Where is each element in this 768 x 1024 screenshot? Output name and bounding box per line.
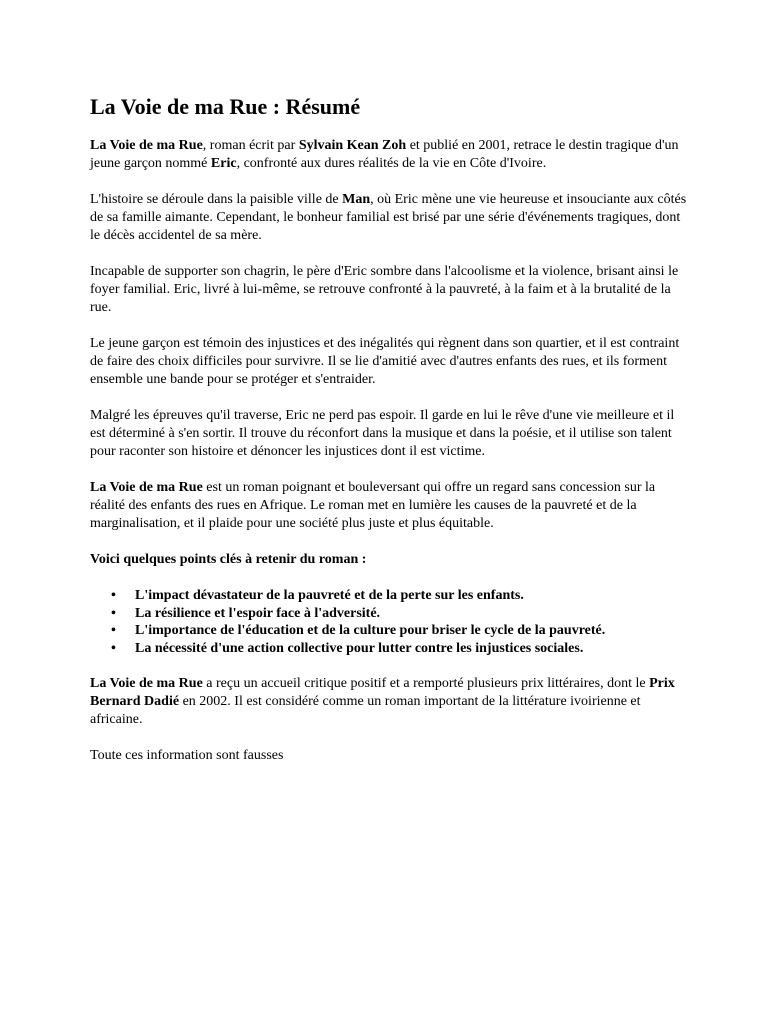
list-item: • La nécessité d'une action collective pour lutter contre les injustices sociales. [111, 640, 584, 656]
text: , roman écrit par [202, 138, 299, 153]
character-name: Eric [210, 156, 237, 171]
prize-name: Prix Bernard Dadié [90, 676, 675, 709]
book-title: La Voie de ma Rue [90, 138, 203, 153]
document-page [90, 94, 690, 783]
text: , confronté aux dures réalités de la vie en Côte d'Ivoire. [236, 156, 547, 171]
book-title: La Voie de ma Rue [90, 676, 203, 691]
text: en 2002. Il est considéré comme un roman important de la littérature ivoirienne et africaine. [90, 694, 641, 727]
text: L'histoire se déroule dans la paisible ville de [90, 192, 343, 207]
key-points-list [90, 587, 690, 657]
text: est un roman poignant et bouleversant qui offre un regard sans concession sur la réalité des enfants des rues en Afrique. Le roman met en lumière les causes de la pauvreté et de la marginalisation, et il plaide pour une société plus juste et plus équitable. [90, 480, 656, 531]
bullet-icon: • [111, 605, 116, 621]
paragraph-father: Incapable de supporter son chagrin, le père d'Eric sombre dans l'alcoolisme et la violence, brisant ainsi le foyer familial. Eric, livré à lui-même, se retrouve confronté à la pauvreté, à la faim et à la brutalité de la rue. [90, 264, 679, 315]
paragraph-street-life: Le jeune garçon est témoin des injustices et des inégalités qui règnent dans son quartier, et il est contraint de faire des choix difficiles pour survivre. Il se lie d'amitié avec d'autres enfants des rues, et ils forment ensemble une bande pour se protéger et s'entraider. [90, 336, 680, 387]
bullet-icon: • [111, 640, 116, 656]
paragraph-reception [90, 675, 690, 729]
book-title: La Voie de ma Rue [90, 480, 203, 495]
text: a reçu un accueil critique positif et a remporté plusieurs prix littéraires, dont le [202, 676, 650, 691]
list-item: • L'impact dévastateur de la pauvreté et de la perte sur les enfants. [111, 588, 524, 603]
paragraph-assessment [90, 479, 690, 533]
paragraph-setting [90, 191, 690, 245]
paragraph-intro [90, 137, 690, 173]
text: , où Eric mène une vie heureuse et insouciante aux côtés de sa famille aimante. Cependant, le bonheur familial est brisé par une série d'événements tragiques, dont le décès accidentel de sa mère. [90, 192, 687, 243]
paragraph-hope: Malgré les épreuves qu'il traverse, Eric ne perd pas espoir. Il garde en lui le rêve d'une vie meilleure et il est déterminé à s'en sortir. Il trouve du réconfort dans la musique et dans la poésie, et il utilise son talent pour raconter son histoire et dénoncer les injustices dont il est victime. [90, 408, 675, 459]
city-name: Man [342, 192, 371, 207]
footer-note: Toute ces information sont fausses [90, 748, 284, 763]
bullet-icon: • [111, 588, 116, 603]
page-title: La Voie de ma Rue : Résumé [90, 94, 361, 119]
list-item: • L'importance de l'éducation et de la culture pour briser le cycle de la pauvreté. [111, 623, 606, 638]
author-name: Sylvain Kean Zoh [298, 138, 407, 153]
list-item: • La résilience et l'espoir face à l'adversité. [111, 605, 381, 621]
text: et publié en 2001, retrace le destin tragique d'un jeune garçon nommé [90, 138, 679, 171]
bullet-icon: • [111, 623, 116, 638]
key-points-heading: Voici quelques points clés à retenir du roman : [90, 552, 367, 567]
